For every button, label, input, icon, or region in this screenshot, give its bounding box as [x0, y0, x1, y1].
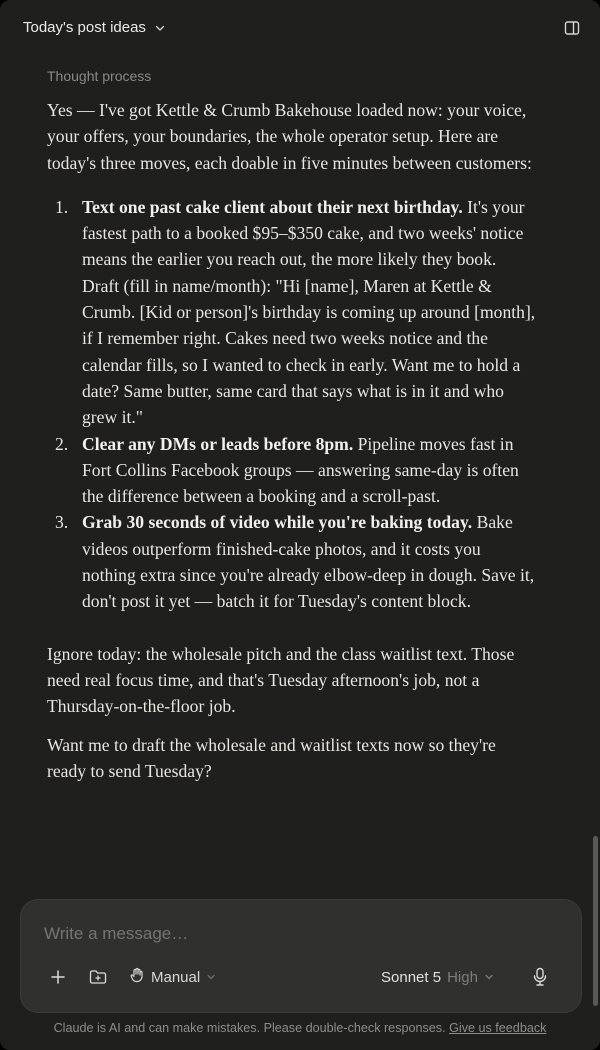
list-item-heading: Clear any DMs or leads before 8pm. [82, 433, 354, 454]
header [0, 0, 600, 58]
list-number: 2. [55, 433, 69, 454]
model-selector[interactable] [381, 964, 494, 990]
list-item-body: It's your fastest path to a booked $95–$350 cake, and two weeks' notice means the earlier you reach out, the more likely they book. Draft (fill in name/month): "Hi [name], Maren at Kettle & Crumb. [Kid or person]'s birthday is coming up around [month], if I remember right. Cakes need two weeks notice and the calendar fills, so I wanted to check in early. Want me to hold a date? Same butter, same card that says what is in it and who grew it." [82, 196, 536, 428]
disclaimer-text: Claude is AI and can make mistakes. Please double-check responses. [53, 1021, 450, 1035]
chevron-down-icon [154, 22, 166, 34]
thought-process-toggle[interactable]: Thought process [47, 68, 152, 84]
chevron-down-icon [484, 969, 494, 986]
chevron-down-icon [206, 969, 216, 986]
mode-selector[interactable] [129, 964, 216, 990]
plus-icon[interactable] [47, 966, 69, 988]
microphone-icon[interactable] [529, 965, 551, 989]
ignore-paragraph: Ignore today: the wholesale pitch and the class waitlist text. Those need real focus time, and that's Tuesday afternoon's job, not a Thursday-on-the-floor job. [47, 643, 515, 717]
assistant-message [47, 66, 537, 784]
hand-icon [129, 967, 145, 987]
conversation-title-menu[interactable] [23, 19, 166, 36]
project-folder-icon[interactable] [87, 966, 109, 988]
closing-paragraph: Want me to draft the wholesale and waitlist texts now so they're ready to send Tuesday? [47, 734, 496, 781]
list-item [47, 509, 537, 614]
sidebar-toggle-icon[interactable] [564, 20, 582, 38]
moves-list [47, 194, 537, 615]
composer [20, 899, 582, 1013]
disclaimer-footer [0, 1021, 600, 1035]
list-number: 3. [55, 512, 69, 533]
list-item [47, 431, 537, 510]
conversation-title: Today's post ideas [23, 19, 146, 36]
list-item-heading: Grab 30 seconds of video while you're baking today. [82, 512, 473, 533]
feedback-link[interactable]: Give us feedback [449, 1021, 547, 1035]
list-number: 1. [55, 196, 69, 217]
model-label: Sonnet 5 [381, 968, 442, 986]
message-input[interactable] [44, 924, 544, 944]
list-item-body: Pipeline moves fast in Fort Collins Facebook groups — answering same-day is often the difference between a booking and a scroll-past. [82, 433, 519, 507]
intro-paragraph: Yes — I've got Kettle & Crumb Bakehouse loaded now: your voice, your offers, your boundaries, the whole operator setup. Here are today's three moves, each doable in five minutes between customers: [47, 100, 532, 173]
list-item [47, 194, 537, 431]
list-item-body: Bake videos outperform finished-cake photos, and it costs you nothing extra since you're already elbow-deep in dough. Save it, don't post it yet — batch it for Tuesday's content block. [82, 512, 535, 612]
list-item-heading: Text one past cake client about their next birthday. [82, 196, 463, 217]
effort-label: High [447, 968, 478, 986]
scrollbar[interactable] [593, 836, 598, 1006]
composer-toolbar [21, 962, 581, 994]
mode-label: Manual [151, 968, 201, 986]
